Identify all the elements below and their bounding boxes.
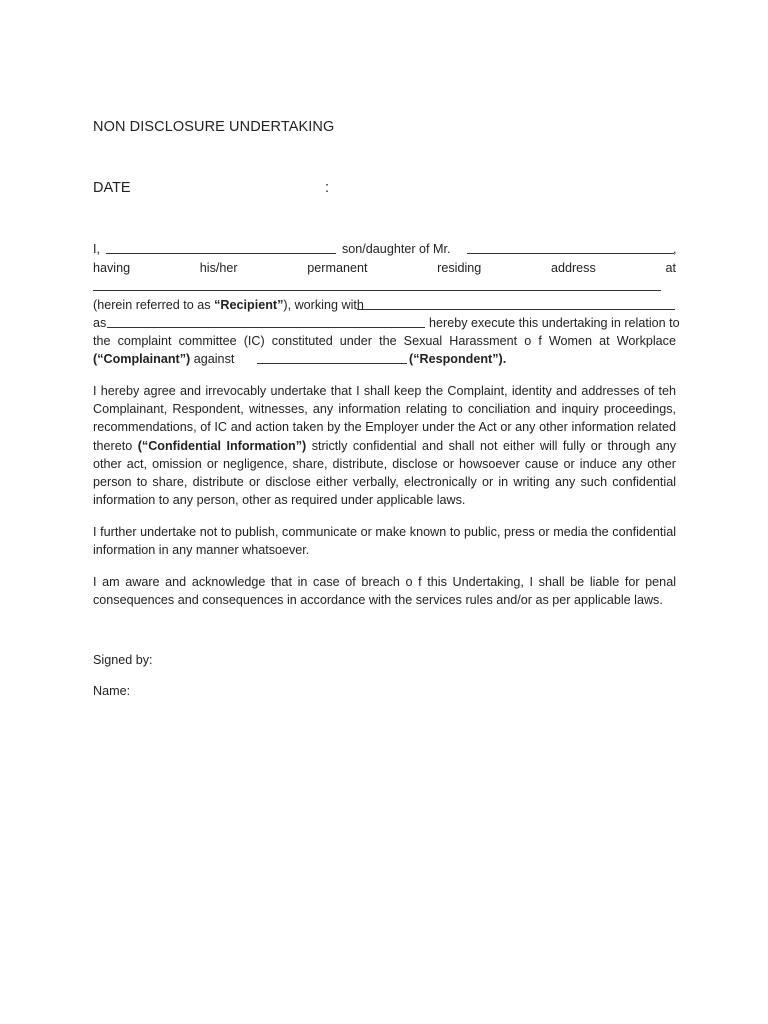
line6: the complaint committee (IC) constituted under the Sexual Harassment o f Women at Workplace <box>93 334 676 348</box>
date-label: DATE <box>93 180 131 196</box>
respondent-blank[interactable] <box>257 363 407 364</box>
date-colon: : <box>325 180 330 196</box>
father-name-blank[interactable] <box>467 253 674 254</box>
complainant-term: (“Complainant”) <box>93 352 191 366</box>
designation-blank[interactable] <box>107 327 425 328</box>
address-blank[interactable] <box>93 290 661 291</box>
word-having: having <box>93 261 131 275</box>
name-label: Name: <box>93 684 131 698</box>
para1-a: I hereby agree and irrevocably undertake that I shall keep the Complaint, identity and addresses of teh Complainant, Respondent, witnesses, any information relating to conciliation and inquiry proceedings, recommendations, of IC and action taken by the Employer under the Act or any other information related thereto <box>93 384 676 453</box>
line1-mid: son/daughter of Mr. <box>342 242 451 256</box>
recipient-term: “Recipient” <box>214 298 284 312</box>
word-address: address <box>550 261 596 275</box>
confidential-information-term: (“Confidential Information”) <box>137 438 307 453</box>
word-residing: residing <box>437 261 482 275</box>
line4-a: (herein referred to as <box>93 298 215 312</box>
signed-by-label: Signed by: <box>93 653 153 667</box>
line7-b: against <box>190 352 235 366</box>
para1-c: strictly confidential and shall not either will fully or through any other act, omission or negligence, share, distribute, disclose or howsoever cause or induce any other person to share, distribute or disclose either verbally, electronically or in writing any such confidential information to any person, other as required under applicable laws. <box>93 438 676 508</box>
employer-blank[interactable] <box>357 309 675 310</box>
word-his-her: his/her <box>199 261 238 275</box>
line4-c: ), working with <box>283 298 364 312</box>
line-address-intro <box>93 259 676 277</box>
publication-paragraph: I further undertake not to publish, communicate or make known to public, press or media the confidential information in any manner whatsoever. <box>93 525 676 558</box>
respondent-term: (“Respondent”). <box>409 352 507 366</box>
recipient-name-blank[interactable] <box>106 253 336 254</box>
line5-b: hereby execute this undertaking in relation to <box>429 316 680 330</box>
word-at: at <box>665 261 676 275</box>
line5-a: as <box>93 316 107 330</box>
word-permanent: permanent <box>307 261 368 275</box>
line7-text <box>93 350 234 368</box>
confidentiality-paragraph <box>93 382 676 509</box>
line1-suffix: , <box>673 242 677 256</box>
breach-paragraph: I am aware and acknowledge that in case of breach o f this Undertaking, I shall be liable for penal consequences and consequences in accordance with the services rules and/or as per applicable laws. <box>93 575 676 608</box>
line1-prefix: I, <box>93 242 100 256</box>
document-title: NON DISCLOSURE UNDERTAKING <box>93 119 335 135</box>
line4-text <box>93 296 364 314</box>
